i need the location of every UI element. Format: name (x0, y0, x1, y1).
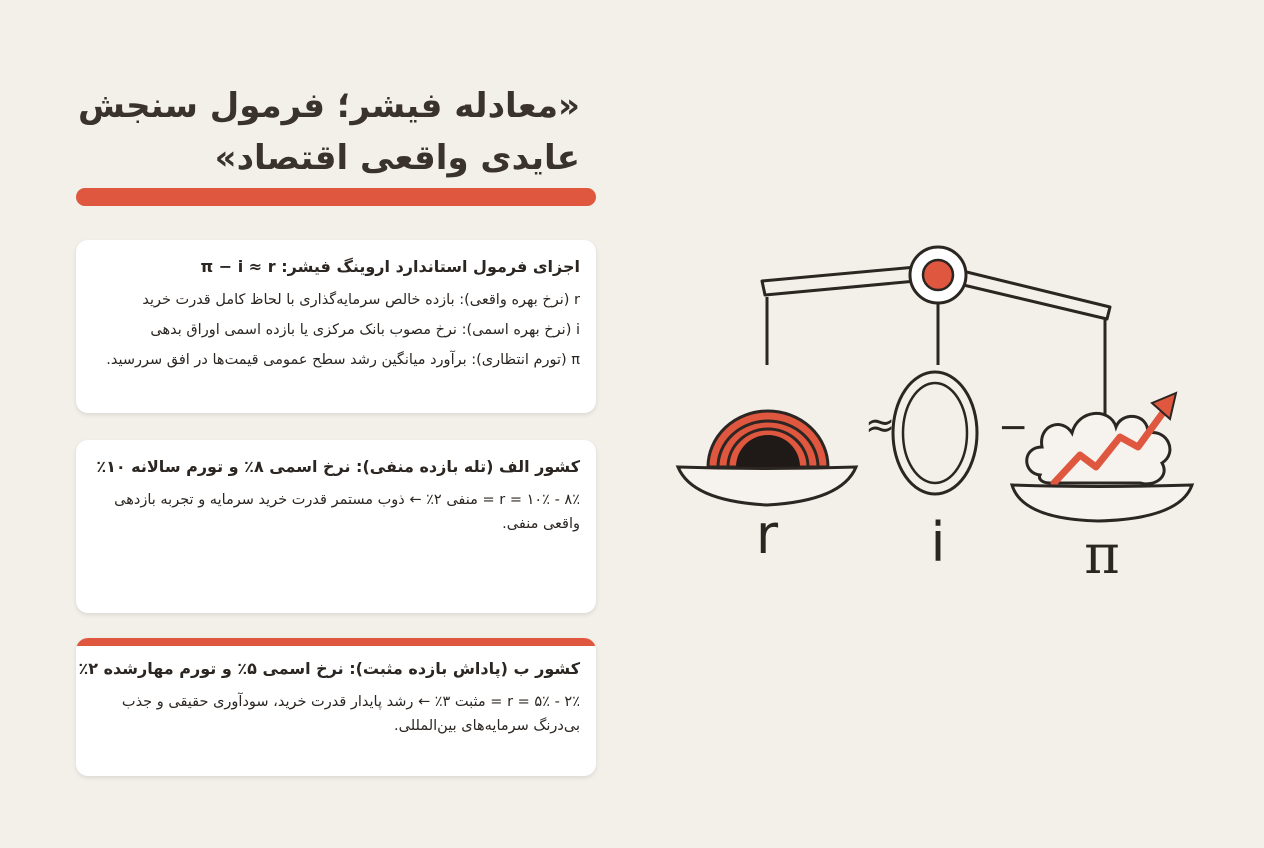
page-title (78, 80, 580, 184)
page-title-line-2: عایدی واقعی اقتصاد» (214, 138, 580, 178)
fisher-balance-illustration (670, 215, 1230, 615)
card-line-r-definition: r (نرخ بهره واقعی): بازده خالص سرمایه‌گذاری با لحاظ کامل قدرت خرید (142, 292, 580, 308)
card-title: اجزای فرمول استاندارد اروینگ فیشر: π − i ≈ r (200, 257, 580, 276)
country-a-card (76, 440, 596, 613)
pivot-center (923, 260, 953, 290)
minus-operator: − (998, 407, 1029, 448)
card-line-i-definition: i (نرخ بهره اسمی): نرخ مصوب بانک مرکزی یا بازده اسمی اوراق بدهی (150, 322, 580, 338)
label-r: r (755, 503, 779, 566)
approx-operator: ≈ (865, 405, 896, 446)
country-b-card (76, 638, 596, 776)
label-pi: π (1084, 523, 1120, 586)
card-top-accent (76, 638, 596, 646)
card-line-calculation: r = ۱۰٪ - ۸٪ = منفی ۲٪ ← ذوب مستمر قدرت خرید سرمایه و تجربه بازدهی واقعی منفی. (114, 492, 580, 532)
label-i: i (930, 511, 946, 574)
left-pan (678, 411, 856, 505)
card-title: کشور ب (پاداش بازده مثبت): نرخ اسمی ۵٪ و تورم مهارشده ۲٪ (78, 659, 580, 678)
card-line-pi-definition: π (تورم انتظاری): برآورد میانگین رشد سطح عمومی قیمت‌ها در افق سررسید. (106, 352, 580, 368)
card-line-calculation: r = ۵٪ - ۲٪ = مثبت ۳٪ ← رشد پایدار قدرت خرید، سودآوری حقیقی و جذب بی‌درنگ سرمایه‌های بین‌المللی. (121, 694, 580, 734)
center-oval (893, 372, 977, 494)
right-pan (1012, 393, 1192, 521)
page-title-line-1: «معادله فیشر؛ فرمول سنجش (78, 86, 580, 126)
title-underline-bar (76, 188, 596, 206)
card-title: کشور الف (تله بازده منفی): نرخ اسمی ۸٪ و تورم سالانه ۱۰٪ (96, 457, 580, 476)
formula-components-card (76, 240, 596, 413)
